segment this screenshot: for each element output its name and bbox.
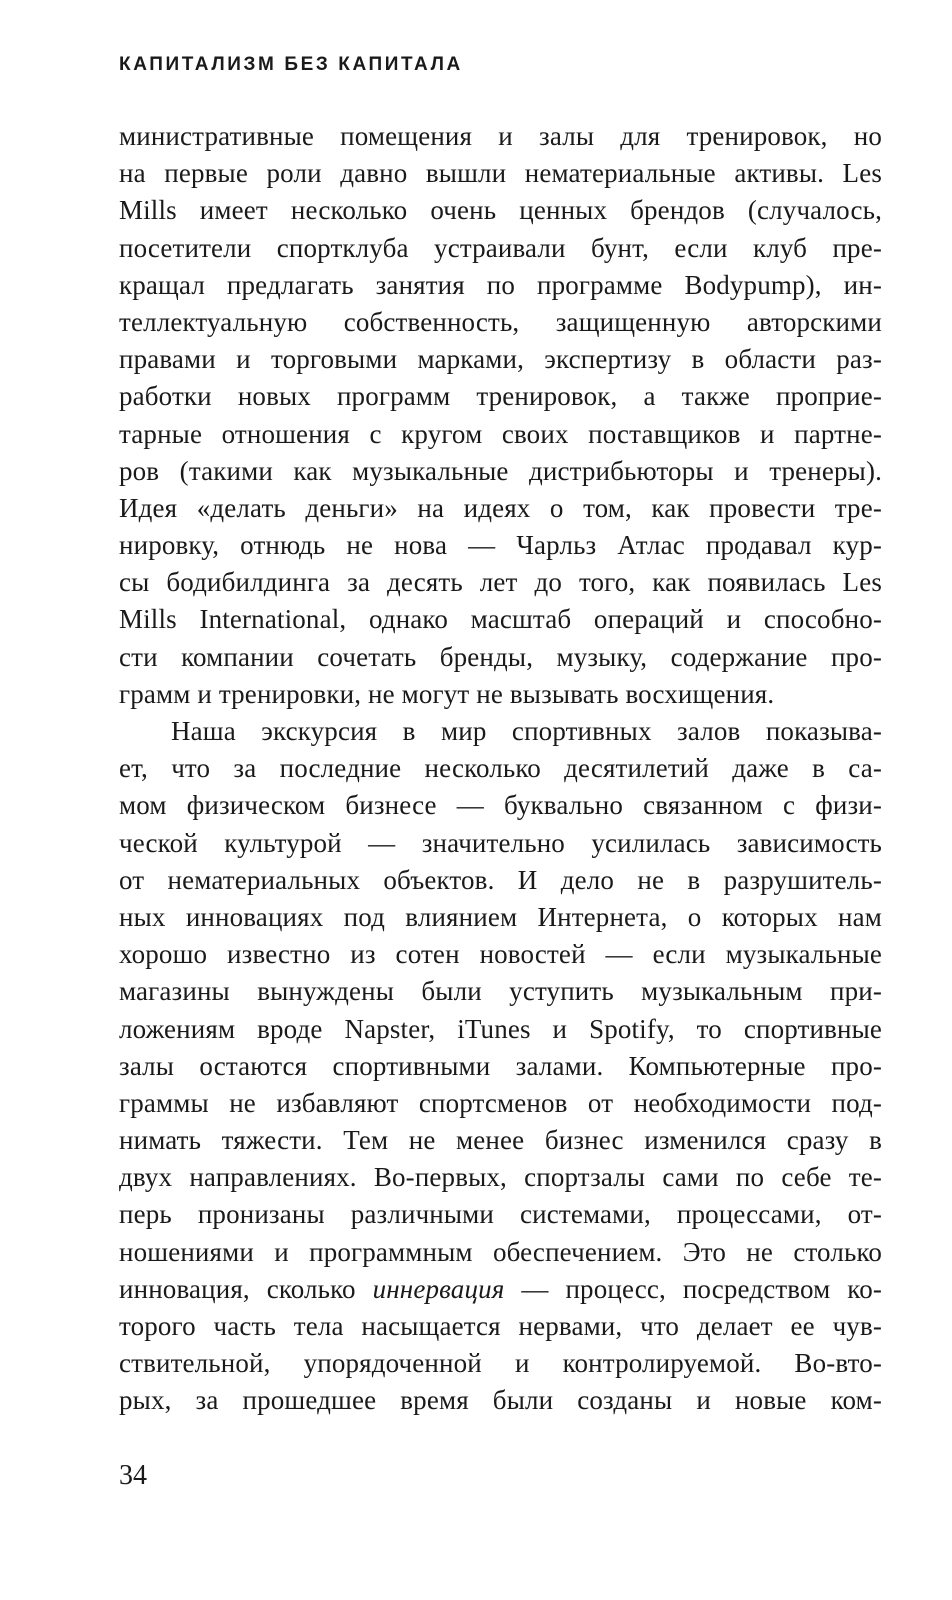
- text-line: Mills имеет несколько очень ценных брендов (случалось,: [119, 195, 882, 226]
- text-line: залы остаются спортивными залами. Компьютерные про-: [119, 1050, 882, 1081]
- text-line: Mills International, однако масштаб операций и способно-: [119, 604, 882, 635]
- text-line: хорошо известно из сотен новостей — если музыкальные: [119, 939, 882, 970]
- text-line: правами и торговыми марками, экспертизу в области раз-: [119, 344, 882, 375]
- text-line: магазины вынуждены были уступить музыкальным при-: [119, 976, 882, 1007]
- text-line: рых, за прошедшее время были созданы и новые ком-: [119, 1385, 882, 1416]
- paragraph-end-line: грамм и тренировки, не могут не вызывать восхищения.: [119, 678, 775, 709]
- text-line: работки новых программ тренировок, а также проприе-: [119, 381, 882, 412]
- body-text: [119, 118, 882, 1420]
- text-line: посетители спортклуба устраивали бунт, если клуб пре-: [119, 232, 882, 263]
- text-line: ет, что за последние несколько десятилетий даже в са-: [119, 753, 882, 784]
- text-line: сти компании сочетать бренды, музыку, содержание про-: [119, 641, 882, 672]
- page-number: 34: [119, 1460, 147, 1491]
- text-line: ношениями и программным обеспечением. Это не столько: [119, 1236, 882, 1267]
- text-line: теллектуальную собственность, защищенную авторскими: [119, 306, 882, 337]
- text-line: на первые роли давно вышли нематериальные активы. Les: [119, 158, 882, 189]
- text-line: ствительной, упорядоченной и контролируемой. Во-вто-: [119, 1348, 882, 1379]
- text-line: перь пронизаны различными системами, процессами, от-: [119, 1199, 882, 1230]
- text-segment: инновация, сколько: [119, 1273, 373, 1304]
- text-line: торого часть тела насыщается нервами, что делает ее чув-: [119, 1311, 882, 1341]
- text-line: мом физическом бизнесе — буквально связанном с физи-: [119, 790, 882, 821]
- text-line: Идея «делать деньги» на идеях о том, как провести тре-: [119, 492, 882, 523]
- text-line: нировку, отнюдь не нова — Чарльз Атлас продавал кур-: [119, 530, 882, 561]
- text-segment: — процесс, посредством ко-: [504, 1273, 882, 1304]
- paragraph-first-line: Наша экскурсия в мир спортивных залов показыва-: [171, 716, 882, 746]
- text-line: министративные помещения и залы для тренировок, но: [119, 121, 882, 151]
- text-line: граммы не избавляют спортсменов от необходимости под-: [119, 1087, 882, 1118]
- emphasized-term: иннервация: [372, 1273, 505, 1304]
- running-head: КАПИТАЛИЗМ БЕЗ КАПИТАЛА: [119, 54, 463, 75]
- text-line: ложениям вроде Napster, iTunes и Spotify, то спортивные: [119, 1013, 882, 1044]
- text-line: ров (такими как музыкальные дистрибьюторы и тренеры).: [119, 455, 882, 486]
- text-line: тарные отношения с кругом своих поставщиков и партне-: [119, 418, 882, 449]
- text-line: ческой культурой — значительно усилилась зависимость: [119, 827, 882, 858]
- text-line: нимать тяжести. Тем не менее бизнес изменился сразу в: [119, 1125, 882, 1156]
- text-line: кращал предлагать занятия по программе Bodypump), ин-: [119, 269, 882, 300]
- text-line-with-emphasis: [119, 1271, 882, 1308]
- text-line: сы бодибилдинга за десять лет до того, как появилась Les: [119, 567, 882, 598]
- text-line: ных инновациях под влиянием Интернета, о которых нам: [119, 901, 882, 932]
- text-line: от нематериальных объектов. И дело не в разрушитель-: [119, 864, 882, 895]
- text-line: двух направлениях. Во-первых, спортзалы сами по себе те-: [119, 1162, 882, 1193]
